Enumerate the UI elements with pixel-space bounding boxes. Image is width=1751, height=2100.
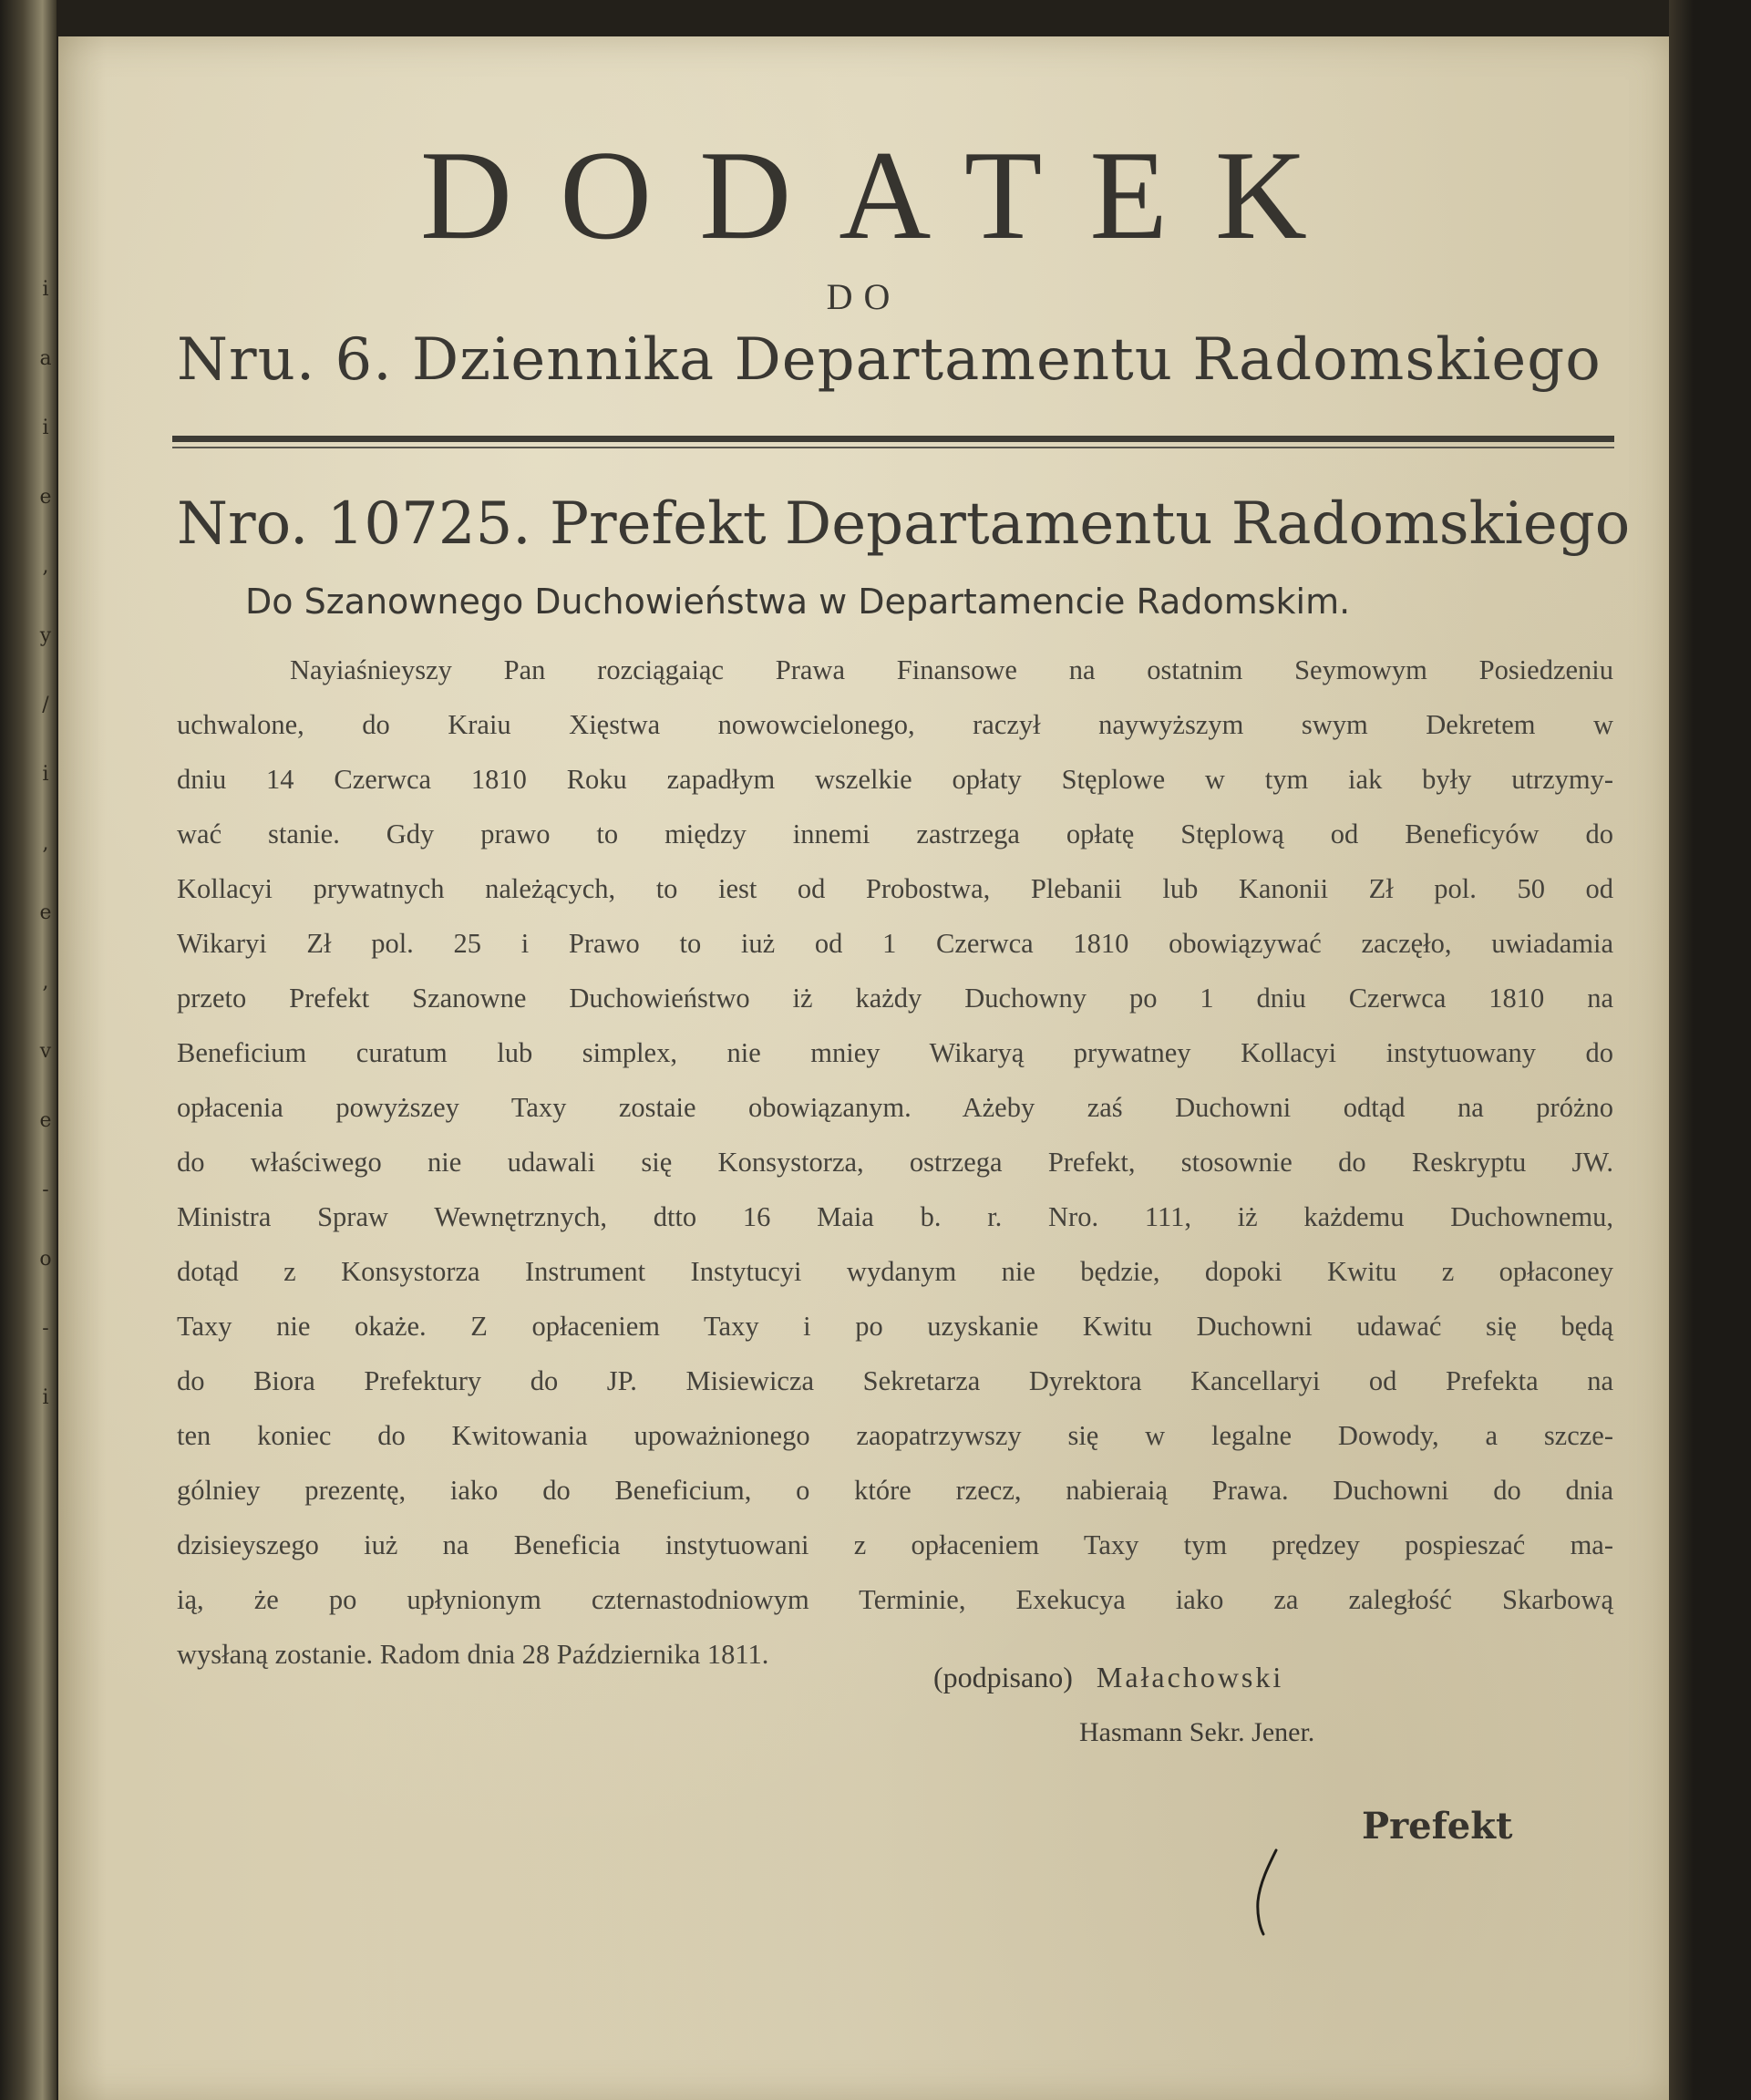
margin-char: i [42,763,49,786]
journal-title: Nru. 6. Dziennika Departamentu Radomskiego [177,326,1602,394]
body-line: ią, że po upłynionym czternastodniowym Terminie, Exekucya iako za zaległość Skarbową [177,1584,1613,1615]
margin-char: , [42,555,49,578]
margin-char: e [39,901,52,924]
margin-char: i [42,278,49,301]
body-line: wać stanie. Gdy prawo to między innemi zastrzega opłatę Stęplową od Beneficyów do [177,818,1613,849]
body-line: Nayiaśnieyszy Pan rozciągaiąc Prawa Finansowe na ostatnim Seymowym Posiedzeniu [290,654,1613,685]
header-rule-thin [172,447,1614,448]
body-line-last: wysłaną zostanie. Radom dnia 28 Października 1811. [177,1639,769,1670]
office-title: Prefekt [1362,1805,1513,1848]
body-line: dotąd z Konsystorza Instrument Instytucyi wydanym nie będzie, dopoki Kwitu z opłaconey [177,1256,1613,1287]
margin-char: a [39,347,52,370]
margin-char: / [42,694,49,716]
adjacent-page-strip [0,0,57,2100]
body-line: dniu 14 Czerwca 1810 Roku zapadłym wszelkie opłaty Stęplowe w tym iak były utrzymy- [177,764,1613,795]
body-line: dzisieyszego iuż na Beneficia instytuowani z opłaceniem Taxy tym prędzey pospieszać ma- [177,1529,1613,1560]
body-line: Kollacyi prywatnych należących, to iest od Probostwa, Plebanii lub Kanonii Zł pol. 50 od [177,873,1613,904]
margin-char: e [39,486,52,509]
margin-char: y [39,624,52,647]
document-subtitle: DO [826,276,901,317]
signature-line [933,1661,1283,1694]
margin-char: e [39,1109,52,1132]
margin-char: - [42,1179,49,1201]
body-line: opłacenia powyższey Taxy zostaie obowiązanym. Ażeby zaś Duchowni odtąd na próżno [177,1092,1613,1123]
body-line: gólniey prezentę, iako do Beneficium, o które rzecz, nabieraią Prawa. Duchowni do dnia [177,1475,1613,1506]
margin-char: i [42,417,49,439]
document-title: DODATEK [419,125,1355,266]
margin-char: i [42,1386,49,1409]
margin-char: o [39,1248,52,1271]
header-rule [172,436,1614,442]
decree-heading: Nro. 10725. Prefekt Departamentu Radomskiego [177,490,1631,558]
decree-addressee: Do Szanownego Duchowieństwa w Departamencie Radomskim. [245,582,1351,622]
body-line: uchwalone, do Kraiu Xięstwa nowowcielonego, raczył naywyższym swym Dekretem w [177,709,1613,740]
body-line: do właściwego nie udawali się Konsystorza, ostrzega Prefekt, stosownie do Reskryptu JW. [177,1147,1613,1178]
signer-name: Małachowski [1096,1661,1284,1693]
document-page [58,36,1669,2100]
decree-body [177,643,1613,1682]
body-line: ten koniec do Kwitowania upoważnionego zaopatrzywszy się w legalne Dowody, a szcze- [177,1420,1613,1451]
body-line: Taxy nie okaże. Z opłaceniem Taxy i po uzyskanie Kwitu Duchowni udawać się będą [177,1311,1613,1342]
body-line: Ministra Spraw Wewnętrznych, dtto 16 Maia b. r. Nro. 111, iż każdemu Duchownemu, [177,1201,1613,1232]
margin-char: v [39,1040,52,1063]
signed-label: (podpisano) [933,1661,1073,1693]
margin-char: - [42,1317,49,1340]
body-line: przeto Prefekt Szanowne Duchowieństwo iż każdy Duchowny po 1 dniu Czerwca 1810 na [177,983,1613,1014]
secretary-name: Hasmann Sekr. Jener. [1079,1717,1315,1747]
body-line: Wikaryi Zł pol. 25 i Prawo to iuż od 1 Czerwca 1810 obowiązywać zaczęło, uwiadamia [177,928,1613,959]
scan-background [1669,0,1751,2100]
margin-char: , [42,832,49,855]
margin-char: , [42,971,49,993]
adjacent-page-margin-characters [36,255,55,1433]
body-line: Beneficium curatum lub simplex, nie mniey Wikaryą prywatney Kollacyi instytuowany do [177,1037,1613,1068]
handwritten-pen-mark [1249,1847,1285,1938]
body-line: do Biora Prefektury do JP. Misiewicza Sekretarza Dyrektora Kancellaryi od Prefekta na [177,1365,1613,1396]
